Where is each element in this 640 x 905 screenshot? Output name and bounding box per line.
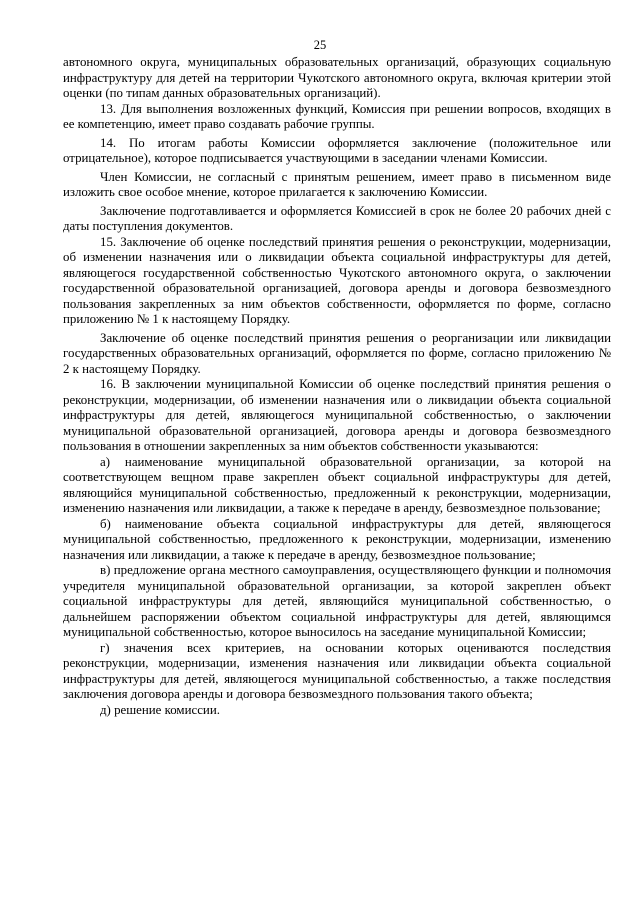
- paragraph-continuation: автономного округа, муниципальных образовательных организаций, образующих социальную инфраструктуру для детей на территории Чукотского автономного округа, включая критерии этой оценки (по типам данных образовательных организаций).: [63, 55, 611, 100]
- paragraph-deadline: Заключение подготавливается и оформляется Комиссией в срок не более 20 рабочих дней с даты поступления документов.: [63, 203, 611, 233]
- list-item-g: г) значения всех критериев, на основании которых оцениваются последствия реконструкции, модернизации, изменения назначения или ликвидации объекта социальной инфраструктуры для детей, являющегося муниципальной собственностью, а также последствия заключения договора аренды и договора безвозмездного пользования такого объекта;: [63, 640, 611, 701]
- page-number: 25: [313, 38, 327, 52]
- list-item-v: в) предложение органа местного самоуправления, осуществляющего функции и полномочия учредителя муниципальной образовательной организации, за которой закреплен объект социальной инфраструктуры для детей, являющийся муниципальной собственностью, о дальнейшем распоряжении объектом социальной инфраструктуры для детей, являющимся муниципальной собственностью, которое выносилось на заседание муниципальной Комиссии;: [63, 563, 611, 639]
- paragraph-dissent: Член Комиссии, не согласный с принятым решением, имеет право в письменном виде изложить свое особое мнение, которое прилагается к заключению Комиссии.: [63, 169, 611, 199]
- paragraph-16: 16. В заключении муниципальной Комиссии об оценке последствий принятия решения о реконструкции, модернизации, об изменении назначения или о ликвидации объекта социальной инфраструктуры для детей, являющегося муниципальной собственностью, о заключении муниципальной образовательной организацией, договора аренды и договора безвозмездного пользования в отношении закрепленных за ним объектов собственности указываются:: [63, 377, 611, 453]
- paragraph-14: 14. По итогам работы Комиссии оформляется заключение (положительное или отрицательное), которое подписывается участвующими в заседании членами Комиссии.: [63, 135, 611, 165]
- list-item-b: б) наименование объекта социальной инфраструктуры для детей, являющегося муниципальной собственностью, предложенного к реконструкции, модернизации, изменению назначения или ликвидации, а также к передаче в аренду, безвозмездное пользование;: [63, 516, 611, 562]
- paragraph-13: 13. Для выполнения возложенных функций, Комиссия при решении вопросов, входящих в ее компетенцию, имеет право создавать рабочие группы.: [63, 101, 611, 131]
- list-item-a: а) наименование муниципальной образовательной организации, за которой на соответствующем вещном праве закреплен объект социальной инфраструктуры для детей, являющийся муниципальной собственностью, предложенный к реконструкции, модернизации, изменению назначения или ликвидации, а также к передаче в аренду, безвозмездное пользование;: [63, 454, 611, 515]
- paragraph-15: 15. Заключение об оценке последствий принятия решения о реконструкции, модернизации, об изменении назначения или о ликвидации объекта социальной инфраструктуры для детей, являющегося государственной собственностью Чукотского автономного округа, о заключении государственной образовательной организацией, договора аренды и договора безвозмездного пользования закрепленных за ним объектов собственности, оформляется по форме, согласно приложению № 1 к настоящему Порядку.: [63, 234, 611, 326]
- document-body: [63, 55, 611, 718]
- list-item-d: д) решение комиссии.: [100, 702, 220, 717]
- paragraph-reorganization: Заключение об оценке последствий принятия решения о реорганизации или ликвидации государственных образовательных организаций, оформляется по форме, согласно приложению № 2 к настоящему Порядку.: [63, 330, 611, 376]
